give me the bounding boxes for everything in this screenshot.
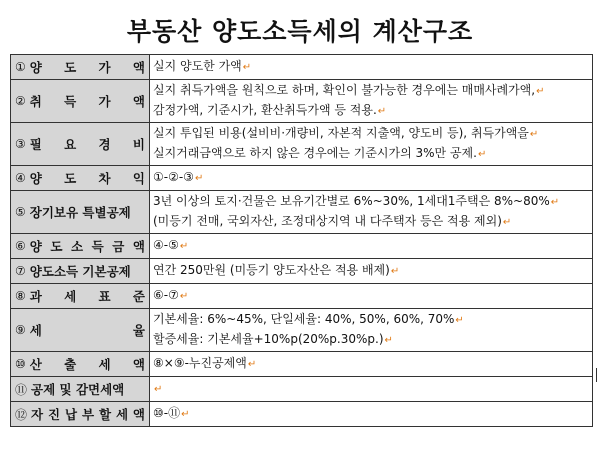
row-label: 자 진 납 부 할 세 액 [31, 407, 145, 422]
value-line: 실지 양도한 가액 [153, 59, 242, 73]
paragraph-mark-icon: ↵ [194, 173, 204, 184]
row-number: ⑧ [15, 289, 26, 303]
row-number: ③ [15, 137, 26, 151]
value-line: 할증세율: 기본세율+10%p(20%p.30%p.) [153, 332, 384, 346]
paragraph-mark-icon: ↵ [179, 291, 189, 302]
paragraph-mark-icon: ↵ [181, 409, 190, 420]
row-value-cell[interactable] [150, 259, 593, 284]
paragraph-mark-icon: ↵ [502, 217, 512, 228]
value-line: ⑩-⑪ [153, 406, 181, 420]
row-label: 산 출 세 액 [29, 357, 145, 372]
paragraph-mark-icon: ↵ [154, 384, 163, 395]
row-label: 취 득 가 액 [29, 94, 145, 109]
text-cursor [596, 368, 597, 382]
row-label-cell [11, 123, 150, 166]
value-line: ①-②-③ [153, 170, 194, 184]
row-label: 양 도 가 액 [29, 60, 145, 75]
table-row [11, 259, 593, 284]
value-line: 실지거래금액으로 하지 않은 경우에는 기준시가의 3%만 공제. [153, 146, 477, 160]
row-label-cell [11, 234, 150, 259]
table-row [11, 166, 593, 191]
row-number: ⑦ [15, 264, 26, 278]
row-label-cell [11, 377, 150, 402]
row-value-cell[interactable] [150, 234, 593, 259]
value-line: 실지 취득가액을 원칙으로 하며, 확인이 불가능한 경우에는 매매사례가액, [153, 83, 536, 97]
paragraph-mark-icon: ↵ [390, 266, 400, 277]
row-value-cell[interactable] [150, 309, 593, 352]
row-value-cell[interactable] [150, 284, 593, 309]
row-value-cell[interactable] [150, 402, 593, 427]
value-line: 기본세율: 6%~45%, 단일세율: 40%, 50%, 60%, 70% [153, 312, 455, 326]
paragraph-mark-icon: ↵ [242, 62, 252, 73]
value-line: 감정가액, 기준시가, 환산취득가액 등 적용. [153, 103, 377, 117]
table-row [11, 191, 593, 234]
row-label-cell [11, 259, 150, 284]
paragraph-mark-icon: ↵ [179, 241, 189, 252]
row-label: 양도소득 기본공제 [29, 264, 131, 279]
row-label-cell [11, 309, 150, 352]
table-row [11, 284, 593, 309]
paragraph-mark-icon: ↵ [455, 315, 464, 326]
table-row [11, 55, 593, 80]
value-line: ⑥-⑦ [153, 288, 179, 302]
paragraph-mark-icon: ↵ [377, 106, 387, 117]
row-label: 양 도 차 익 [29, 171, 145, 186]
table-row [11, 234, 593, 259]
row-number: ④ [15, 171, 26, 185]
row-number: ⑫ [15, 407, 28, 422]
row-label-cell [11, 284, 150, 309]
row-number: ① [15, 60, 26, 74]
paragraph-mark-icon: ↵ [529, 129, 539, 140]
table-row [11, 309, 593, 352]
row-value-cell[interactable] [150, 55, 593, 80]
value-line: ⑧×⑨-누진공제액 [153, 356, 247, 370]
row-value-cell[interactable] [150, 166, 593, 191]
value-line: 실지 투입된 비용(설비비·개량비, 자본적 지출액, 양도비 등), 취득가액을 [153, 126, 529, 140]
value-line: ④-⑤ [153, 238, 179, 252]
row-label: 과 세 표 준 [29, 289, 145, 304]
row-value-cell[interactable] [150, 352, 593, 377]
row-label: 세 율 [29, 323, 145, 338]
row-label: 장기보유 특별공제 [29, 205, 131, 220]
row-number: ⑤ [15, 205, 26, 219]
row-value-cell[interactable] [150, 191, 593, 234]
value-line: 3년 이상의 토지·건물은 보유기간별로 6%~30%, 1세대1주택은 8%~80% [153, 194, 550, 208]
paragraph-mark-icon: ↵ [384, 335, 393, 346]
row-label-cell [11, 80, 150, 123]
row-label-cell [11, 166, 150, 191]
value-line: 연간 250만원 (미등기 양도자산은 적용 배제) [153, 263, 390, 277]
table-row [11, 80, 593, 123]
paragraph-mark-icon: ↵ [550, 197, 560, 208]
value-line: (미등기 전매, 국외자산, 조정대상지역 내 다주택자 등은 적용 제외) [153, 214, 502, 228]
row-value-cell[interactable] [150, 80, 593, 123]
row-number: ⑨ [15, 323, 26, 337]
row-label: 필 요 경 비 [29, 137, 145, 152]
table-row [11, 377, 593, 402]
row-number: ⑪ [15, 382, 28, 397]
page-title: 부동산 양도소득세의 계산구조 [126, 17, 474, 46]
row-value-cell[interactable] [150, 123, 593, 166]
paragraph-mark-icon: ↵ [247, 359, 257, 370]
tax-structure-table [10, 54, 593, 427]
paragraph-mark-icon: ↵ [536, 86, 545, 97]
table-row [11, 123, 593, 166]
paragraph-mark-icon: ↵ [477, 149, 487, 160]
row-label-cell [11, 402, 150, 427]
row-label: 양 도 소 득 금 액 [29, 239, 145, 254]
row-label-cell [11, 55, 150, 80]
row-label: 공제 및 감면세액 [31, 382, 125, 397]
table-row [11, 352, 593, 377]
row-number: ② [15, 94, 26, 108]
row-label-cell [11, 191, 150, 234]
row-label-cell [11, 352, 150, 377]
table-row [11, 402, 593, 427]
row-number: ⑩ [15, 357, 26, 371]
row-number: ⑥ [15, 239, 26, 253]
row-value-cell[interactable] [150, 377, 593, 402]
